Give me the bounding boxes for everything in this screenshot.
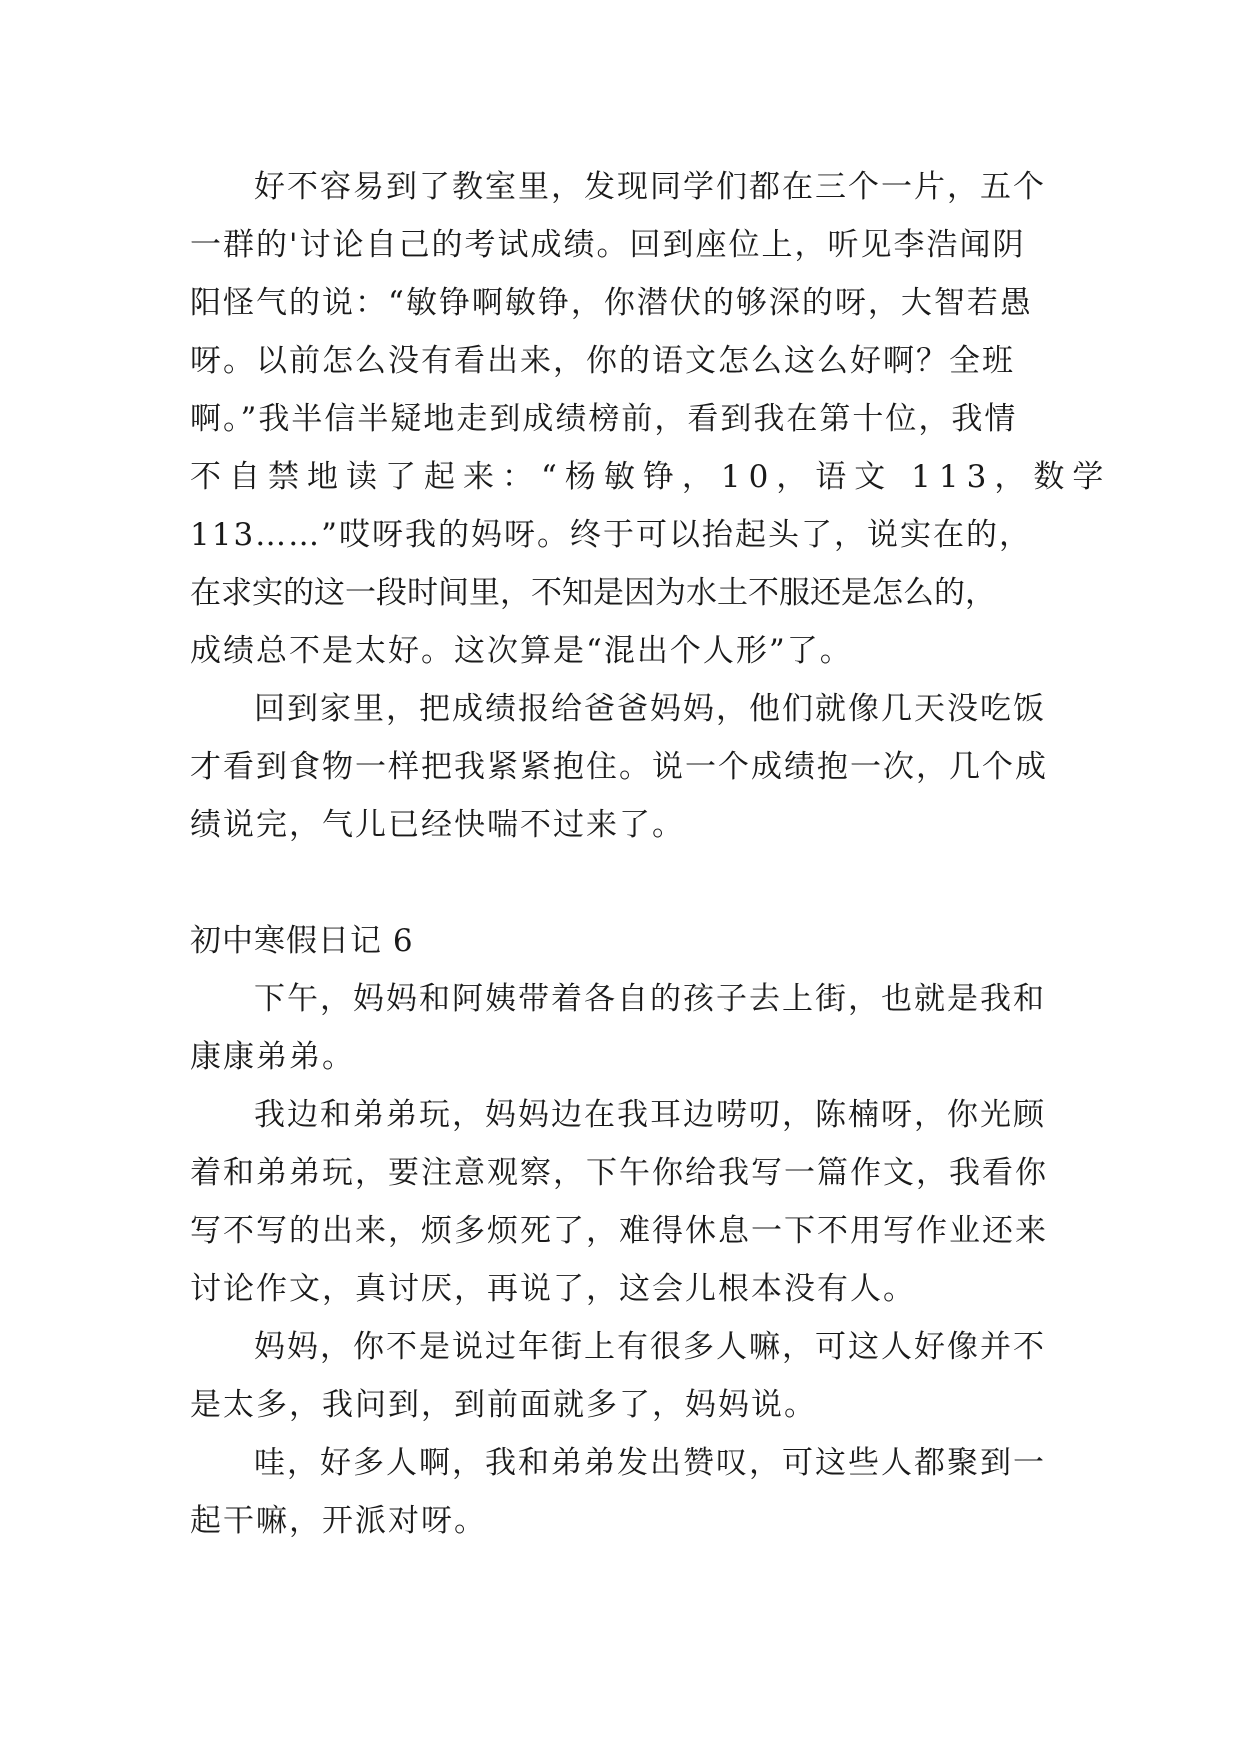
text-line: 回到家里，把成绩报给爸爸妈妈，他们就像几天没吃饭 xyxy=(254,691,1046,727)
text-line: 一群的'讨论自己的考试成绩。回到座位上，听见李浩闻阴 xyxy=(190,227,1026,263)
text-line: 才看到食物一样把我紧紧抱住。说一个成绩抱一次，几个成 xyxy=(190,749,1048,785)
text-line: 下午，妈妈和阿姨带着各自的孩子去上街，也就是我和 xyxy=(254,981,1046,1017)
text-line: 起干嘛，开派对呀。 xyxy=(190,1503,487,1539)
text-line: 康康弟弟。 xyxy=(190,1039,355,1075)
text-line: 阳怪气的说：“敏铮啊敏铮，你潜伏的够深的呀，大智若愚 xyxy=(190,285,1033,321)
text-line: 不自禁地读了起来：“杨敏铮，10，语文 113，数学 xyxy=(190,459,1112,495)
text-line: 成绩总不是太好。这次算是“混出个人形”了。 xyxy=(190,633,853,669)
text-line: 绩说完，气儿已经快喘不过来了。 xyxy=(190,807,685,843)
text-line: 我边和弟弟玩，妈妈边在我耳边唠叨，陈楠呀，你光顾 xyxy=(254,1097,1046,1133)
section-title: 初中寒假日记 6 xyxy=(190,923,414,959)
text-line: 好不容易到了教室里，发现同学们都在三个一片，五个 xyxy=(254,169,1046,205)
text-line: 啊。”我半信半疑地走到成绩榜前，看到我在第十位，我情 xyxy=(190,401,1018,437)
text-line: 在求实的这一段时间里，不知是因为水土不服还是怎么的， xyxy=(190,575,996,611)
text-line: 呀。以前怎么没有看出来，你的语文怎么这么好啊？全班 xyxy=(190,343,1015,379)
text-line: 讨论作文，真讨厌，再说了，这会儿根本没有人。 xyxy=(190,1271,916,1307)
text-line: 哇，好多人啊，我和弟弟发出赞叹，可这些人都聚到一 xyxy=(254,1445,1046,1481)
text-line: 写不写的出来，烦多烦死了，难得休息一下不用写作业还来 xyxy=(190,1213,1048,1249)
text-line: 着和弟弟玩，要注意观察，下午你给我写一篇作文，我看你 xyxy=(190,1155,1048,1191)
text-line: 妈妈，你不是说过年街上有很多人嘛，可这人好像并不 xyxy=(254,1329,1046,1365)
text-line: 113……”哎呀我的妈呀。终于可以抬起头了，说实在的， xyxy=(190,517,1033,553)
text-line: 是太多，我问到，到前面就多了，妈妈说。 xyxy=(190,1387,817,1423)
